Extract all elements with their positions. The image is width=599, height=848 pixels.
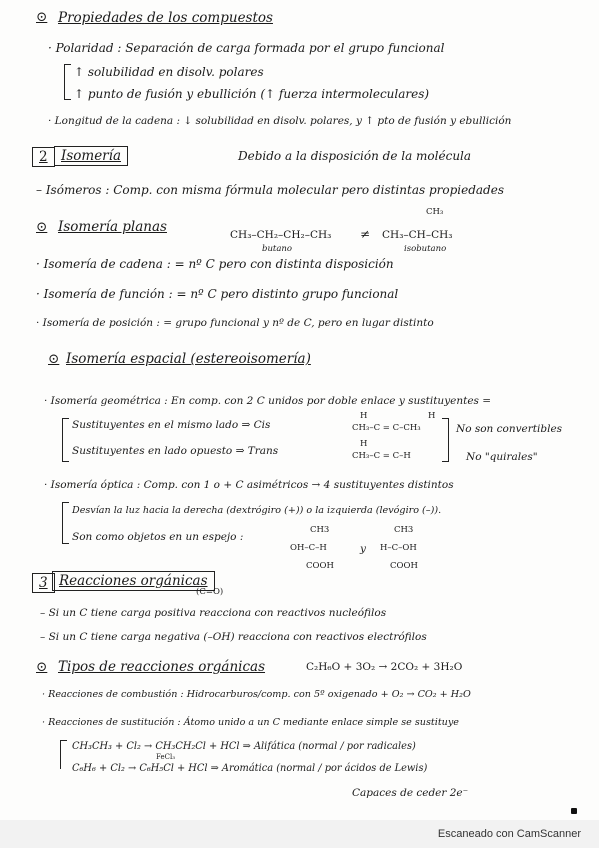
camscanner-watermark: Escaneado con CamScanner	[437, 828, 581, 840]
section-2-number: 2	[32, 147, 55, 167]
left-center: OH–C–H	[290, 543, 327, 553]
reaccion-positiva: – Si un C tiene carga positiva reacciona con reactivos nucleófilos	[40, 607, 387, 619]
cis-line: Sustituyentes en el mismo lado ⇒ Cis	[72, 419, 271, 431]
section-3-title: Reacciones orgánicas	[52, 574, 215, 589]
section-1-number: ⊙	[36, 9, 48, 25]
cis-formula: CH₃–C = C–CH₃	[352, 423, 421, 433]
left-cooh: COOH	[306, 561, 334, 571]
section-1-title: Propiedades de los compuestos	[58, 10, 273, 26]
scanner-footer	[0, 820, 599, 848]
not-equal-sign: ≠	[360, 227, 371, 241]
reacciones-combustion: · Reacciones de combustión : Hidrocarburos/comp. con 5º oxigenado + O₂ → CO₂ + H₂O	[42, 689, 471, 700]
isomeria-optica: · Isomería óptica : Comp. con 1 o + C asimétricos → 4 sustituyentes distintos	[44, 479, 454, 491]
isomeros-definition: – Isómeros : Comp. con misma fórmula molecular pero distintas propiedades	[36, 183, 504, 197]
isomeria-note: Debido a la disposición de la molécula	[238, 149, 472, 163]
no-convertibles-bracket	[442, 418, 449, 462]
no-convertibles: No son convertibles	[456, 423, 563, 435]
cis-h-left: H	[360, 411, 368, 421]
carbonyl-note: (C=O)	[196, 587, 224, 597]
left-ch3: CH3	[310, 525, 330, 535]
butano-formula: CH₃–CH₂–CH₂–CH₃	[230, 229, 332, 241]
planas-number: ⊙	[36, 219, 48, 235]
isomeria-geometrica: · Isomería geométrica : En comp. con 2 C unidos por doble enlace y sustituyentes =	[44, 395, 492, 407]
tipos-reacciones-title: Tipos de reacciones orgánicas	[58, 659, 266, 675]
sustitucion-aromatica: C₆H₆ + Cl₂ → C₆H₅Cl + HCl ⇒ Aromática (normal / por ácidos de Lewis)	[72, 763, 428, 774]
geometrica-bracket	[62, 418, 69, 462]
polaridad-bracket	[64, 64, 71, 100]
espaciales-number: ⊙	[48, 351, 60, 367]
combustion-equation: C₂H₆O + 3O₂ → 2CO₂ + 3H₂O	[306, 661, 463, 673]
isomeria-cadena: · Isomería de cadena : = nº C pero con distinta disposición	[36, 257, 394, 271]
optica-bracket	[62, 502, 69, 544]
section-2-number-box	[32, 150, 55, 165]
isomeria-espacial-title: Isomería espacial (estereoisomería)	[66, 351, 311, 367]
sustitucion-bracket	[60, 740, 67, 769]
trans-h-left: H	[360, 439, 368, 449]
longitud-line: · Longitud de la cadena : ↓ solubilidad en disolv. polares, y ↑ pto de fusión y ebullición	[48, 115, 512, 127]
section-3-number: 3	[32, 573, 55, 593]
no-quirales: No "quirales"	[466, 451, 538, 463]
butano-label: butano	[262, 244, 292, 254]
isobutano-label: isobutano	[404, 244, 447, 254]
tipos-number: ⊙	[36, 659, 48, 675]
and-y: y	[360, 543, 366, 555]
cis-h-right: H	[428, 411, 436, 421]
isomeria-funcion: · Isomería de función : = nº C pero distinto grupo funcional	[36, 287, 399, 301]
optica-espejo: Son como objetos en un espejo :	[72, 531, 244, 543]
polaridad-solubilidad: ↑ solubilidad en disolv. polares	[74, 65, 264, 79]
ceder-electrones-note: Capaces de ceder 2e⁻	[352, 787, 469, 799]
right-cooh: COOH	[390, 561, 418, 571]
polaridad-fusion: ↑ punto de fusión y ebullición (↑ fuerza intermoleculares)	[74, 87, 430, 101]
sustitucion-alifatica: CH₃CH₃ + Cl₂ → CH₃CH₂Cl + HCl ⇒ Alifática (normal / por radicales)	[72, 741, 416, 752]
isobutano-ch3: CH₃	[426, 207, 444, 217]
isomeria-planas-title: Isomería planas	[58, 219, 167, 235]
reacciones-sustitucion: · Reacciones de sustitución : Átomo unido a un C mediante enlace simple se sustituye	[42, 717, 459, 728]
polaridad-line: · Polaridad : Separación de carga formada por el grupo funcional	[48, 41, 445, 55]
isomeria-posicion: · Isomería de posición : = grupo funcional y nº de C, pero en lugar distinto	[36, 317, 434, 329]
right-ch3: CH3	[394, 525, 414, 535]
trans-formula: CH₃–C = C–H	[352, 451, 411, 461]
trans-line: Sustituyentes en lado opuesto ⇒ Trans	[72, 445, 279, 457]
optica-desvian: Desvían la luz hacia la derecha (dextrógiro (+)) o la izquierda (levógiro (–)).	[72, 505, 442, 516]
reaccion-negativa: – Si un C tiene carga negativa (–OH) reacciona con reactivos electrófilos	[40, 631, 427, 643]
page-corner-mark	[571, 808, 577, 814]
section-2-title: Isomería	[54, 149, 128, 164]
isobutano-formula: CH₃–CH–CH₃	[382, 229, 453, 241]
fecl3-catalyst: FeCl₃	[156, 753, 176, 761]
right-center: H–C–OH	[380, 543, 417, 553]
